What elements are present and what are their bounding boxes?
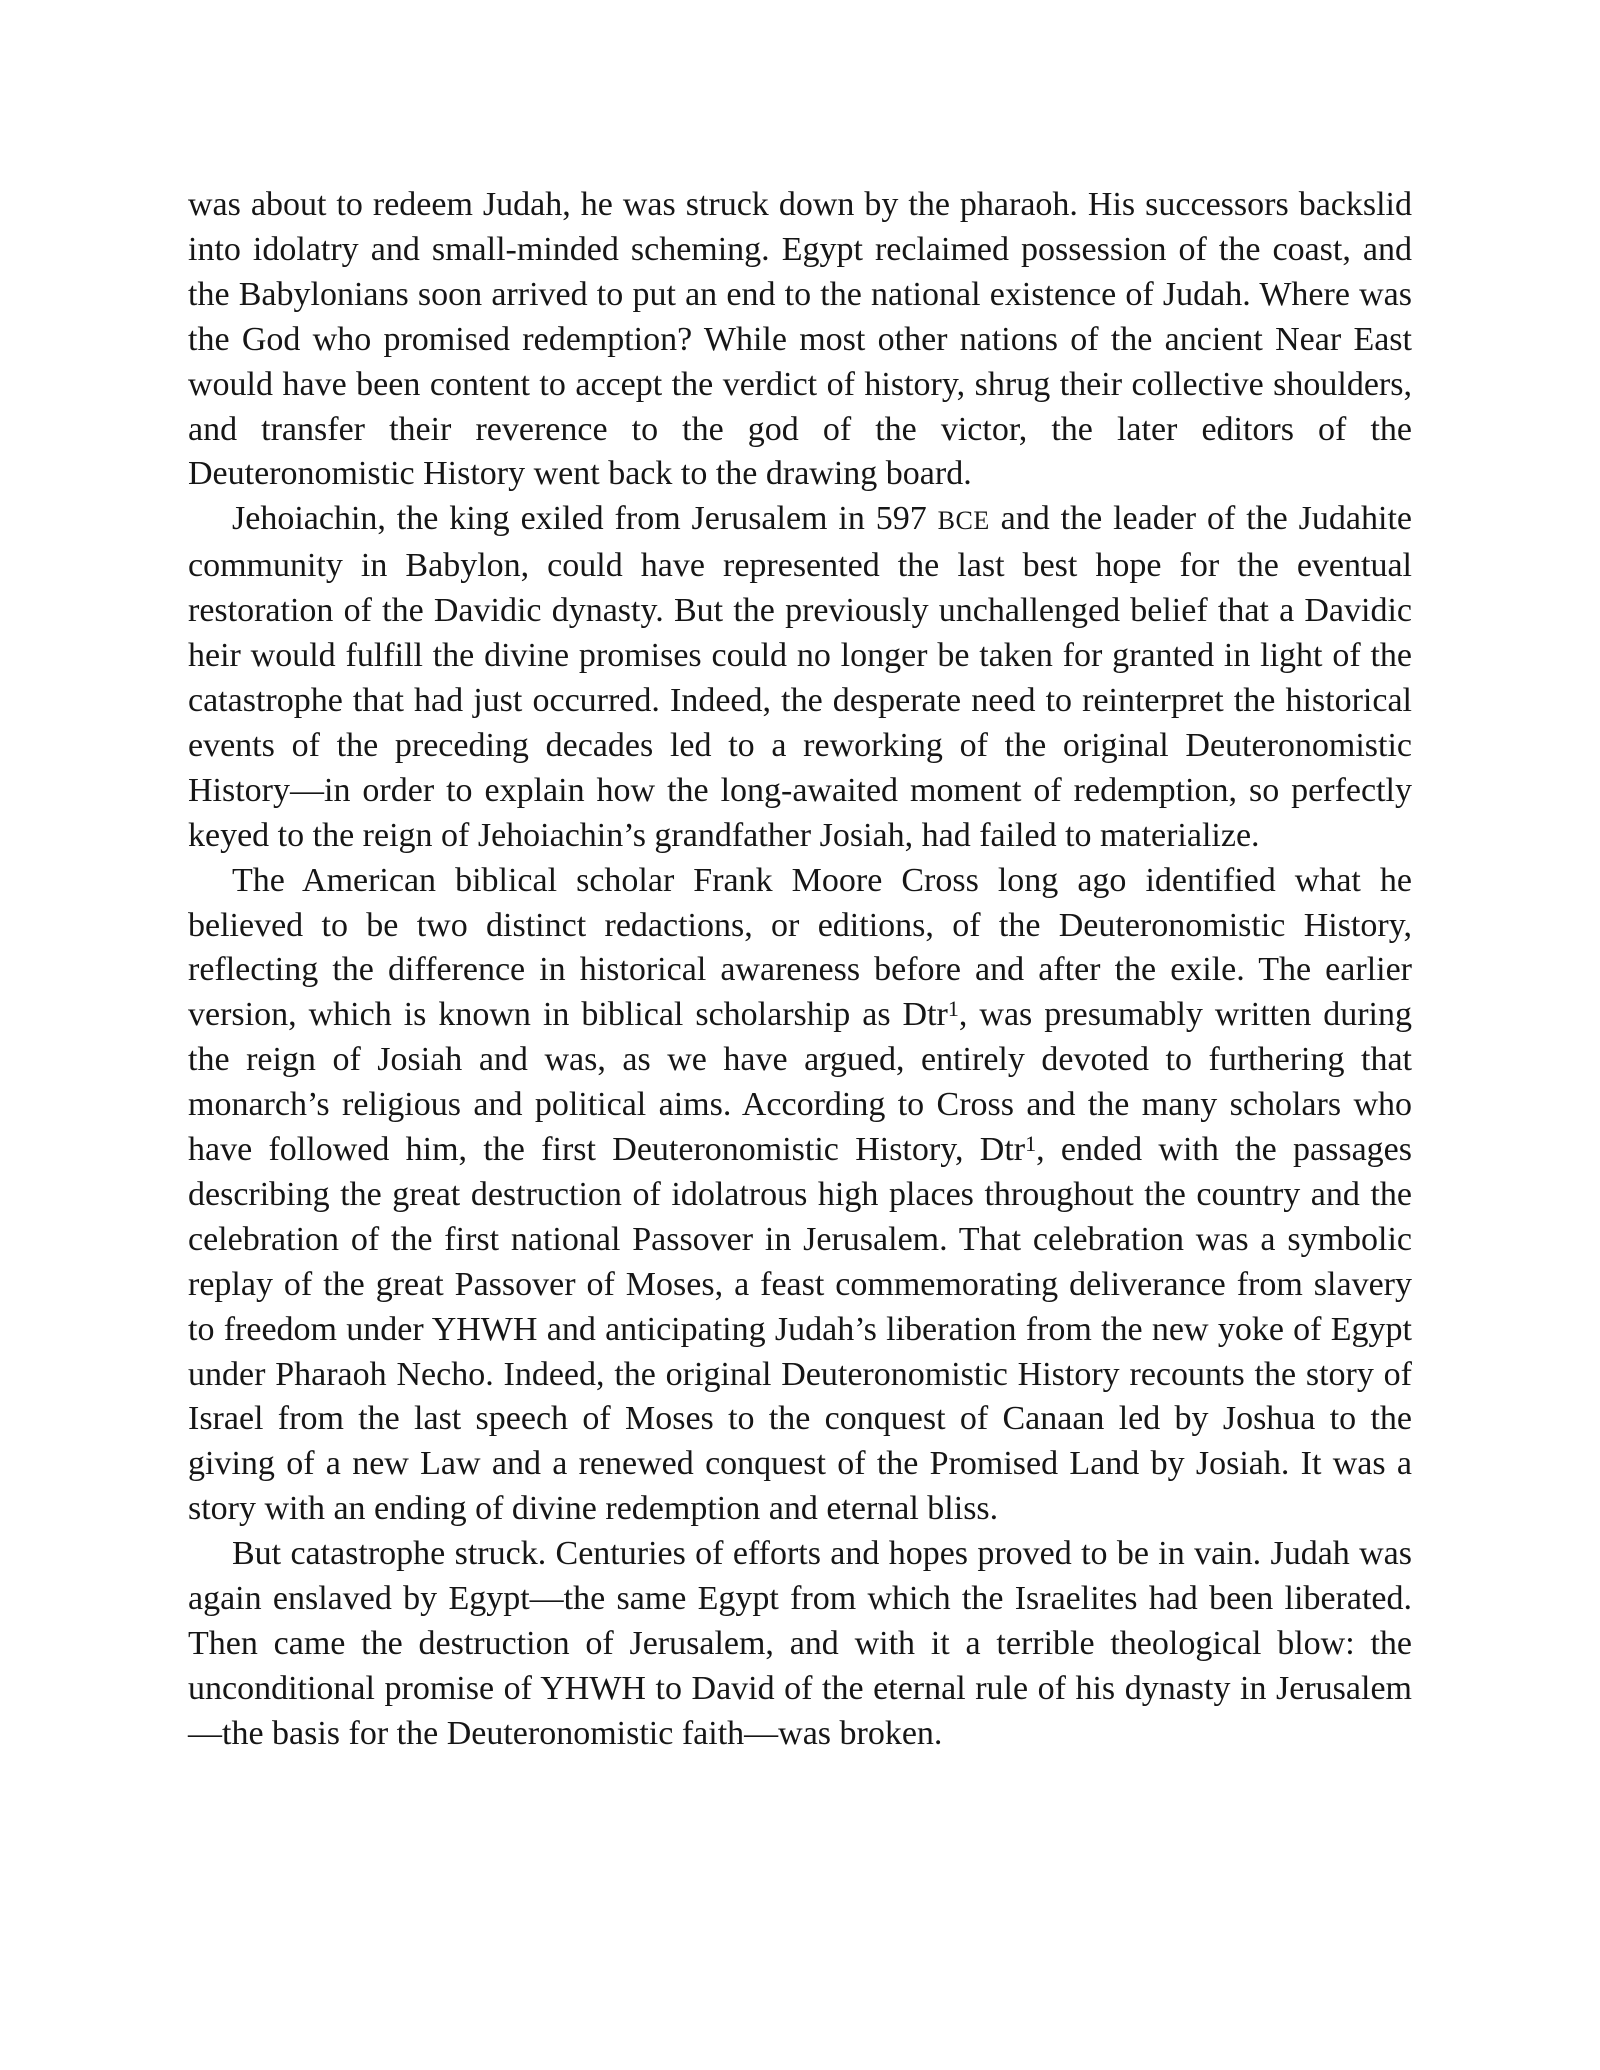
era-abbreviation: BCE: [937, 506, 990, 536]
paragraph-3-text-b: , was presumably written during the reign of Josiah and was, as we have argued, entirely devoted to furthering that monarch’s religious and political aims. According to Cross and the many scholars who have followed him, the first Deuteronomistic History, Dtr: [188, 996, 1412, 1169]
paragraph-2-text-b: and the leader of the Judahite community in Babylon, could have represented the last best hope for the eventual restoration of the Davidic dynasty. But the previously unchallenged belief that a Davidic heir would fulfill the divine promises could no longer be taken for granted in light of the catastrophe that had just occurred. Indeed, the desperate need to reinterpret the historical events of the preceding decades led to a reworking of the original Deuteronomistic History—in order to explain how the long-awaited moment of redemption, so perfectly keyed to the reign of Jehoiachin’s grandfather Josiah, had failed to materialize.: [188, 500, 1412, 854]
paragraph-2-text-a: Jehoiachin, the king exiled from Jerusalem in 597: [232, 500, 938, 538]
paragraph-3-text-c: , ended with the passages describing the great destruction of idolatrous high places throughout the country and the celebration of the first national Passover in Jerusalem. That celebration was a symbolic replay of the great Passover of Moses, a feast commemorating deliverance from slavery to freedom under YHWH and anticipating Judah’s liberation from the new yoke of Egypt under Pharaoh Necho. Indeed, the original Deuteronomistic History recounts the story of Israel from the last speech of Moses to the conquest of Canaan led by Joshua to the giving of a new Law and a renewed conquest of the Promised Land by Josiah. It was a story with an ending of divine redemption and eternal bliss.: [188, 1131, 1412, 1528]
paragraph-2: [188, 497, 1412, 858]
paragraph-1: was about to redeem Judah, he was struck down by the pharaoh. His successors backslid into idolatry and small-minded scheming. Egypt reclaimed possession of the coast, and the Babylonians soon arrived to put an end to the national existence of Judah. Where was the God who promised redemption? While most other nations of the ancient Near East would have been content to accept the verdict of history, shrug their collective shoulders, and transfer their reverence to the god of the victor, the later editors of the Deuteronomistic History went back to the drawing board.: [188, 186, 1412, 493]
page-text: [188, 183, 1412, 1757]
superscript-1b: 1: [1025, 1131, 1037, 1157]
paragraph-3-text-a: The American biblical scholar Frank Moore Cross long ago identified what he believed to be two distinct redactions, or editions, of the Deuteronomistic History, reflecting the difference in historical awareness before and after the exile. The earlier version, which is known in biblical scholarship as Dtr: [188, 861, 1412, 1034]
paragraph-4: But catastrophe struck. Centuries of efforts and hopes proved to be in vain. Judah was again enslaved by Egypt—the same Egypt from which the Israelites had been liberated. Then came the destruction of Jerusalem, and with it a terrible theological blow: the unconditional promise of YHWH to David of the eternal rule of his dynasty in Jerusalem—the basis for the Deuteronomistic faith—was broken.: [188, 1535, 1412, 1752]
superscript-1a: 1: [947, 996, 959, 1022]
paragraph-3: [188, 859, 1412, 1533]
